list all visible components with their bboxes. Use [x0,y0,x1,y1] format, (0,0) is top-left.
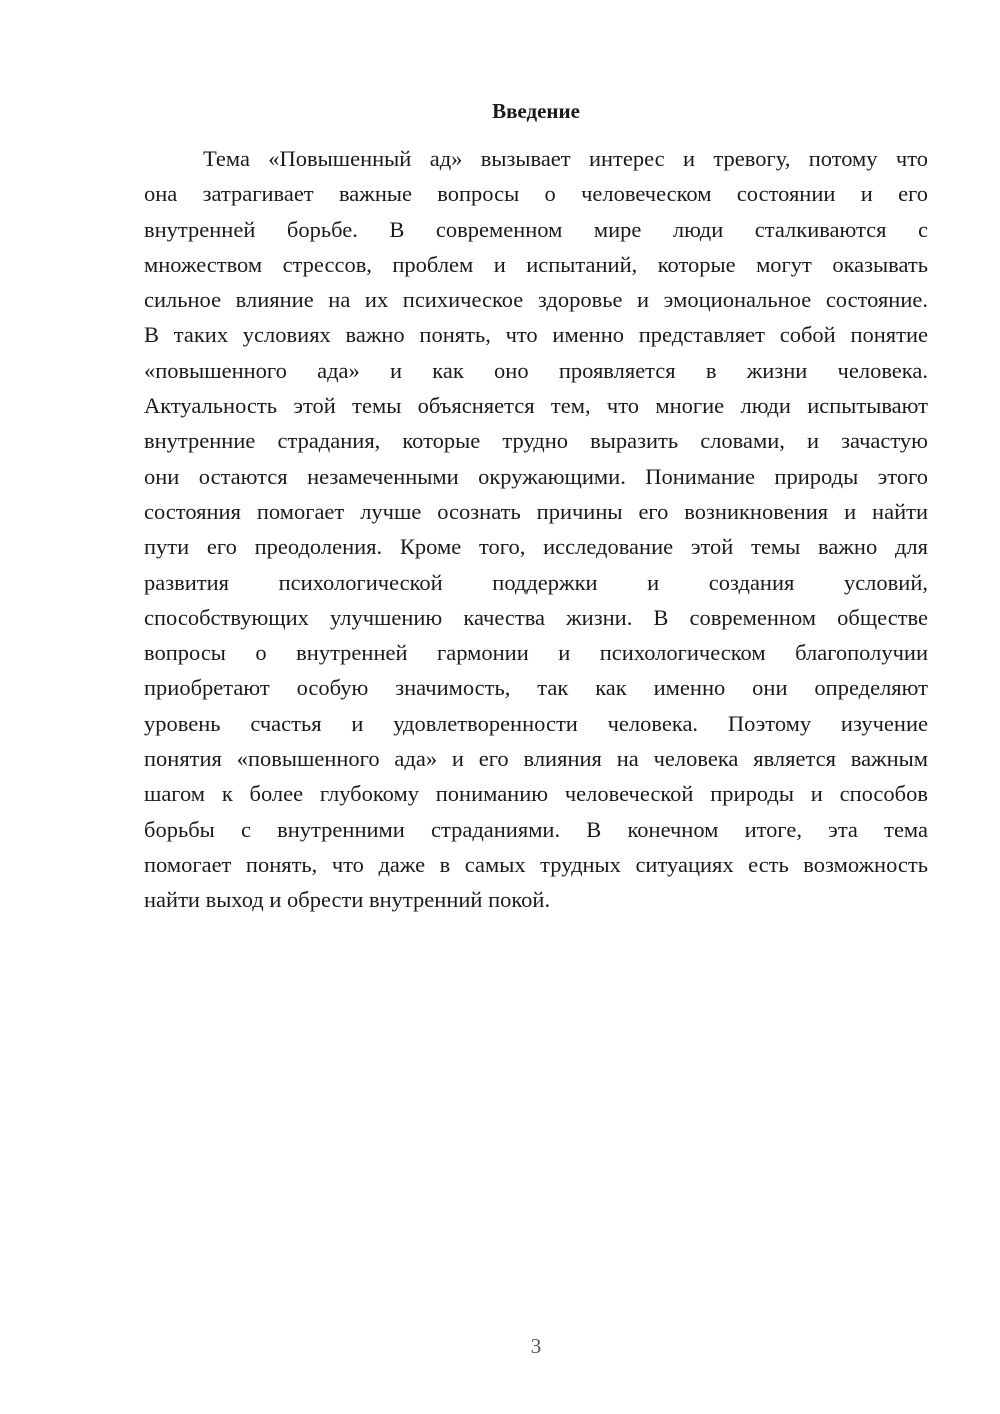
paragraph-line: способствующих улучшению качества жизни. В современном обществе [144,604,928,630]
paragraph-line: приобретают особую значимость, так как именно они определяют [144,675,928,701]
paragraph-line: помогает понять, что даже в самых трудных ситуациях есть возможность [144,851,928,877]
paragraph-line: состояния помогает лучше осознать причины его возникновения и найти [144,498,928,524]
paragraph-line: найти выход и обрести внутренний покой. [144,887,551,913]
page-number: 3 [530,1334,542,1358]
paragraph-line: сильное влияние на их психическое здоровье и эмоциональное состояние. [144,287,928,313]
paragraph-line: множеством стрессов, проблем и испытаний, которые могут оказывать [144,251,928,277]
paragraph-line: Актуальность этой темы объясняется тем, что многие люди испытывают [144,393,928,419]
paragraph-line: они остаются незамеченными окружающими. Понимание природы этого [144,463,928,489]
paragraph-line: развития психологической поддержки и создания условий, [144,569,928,595]
paragraph-line: внутренние страдания, которые трудно выразить словами, и зачастую [144,428,928,454]
section-heading: Введение [492,99,580,123]
paragraph-line: Тема «Повышенный ад» вызывает интерес и тревогу, потому что [203,146,928,171]
body-paragraph [144,141,928,918]
paragraph-line: шагом к более глубокому пониманию человеческой природы и способов [144,781,928,807]
paragraph-line: вопросы о внутренней гармонии и психологическом благополучии [144,640,928,666]
paragraph-line: «повышенного ада» и как оно проявляется в жизни человека. [144,357,928,383]
paragraph-line: уровень счастья и удовлетворенности человека. Поэтому изучение [144,710,928,736]
paragraph-line: пути его преодоления. Кроме того, исследование этой темы важно для [144,534,928,560]
paragraph-line: борьбы с внутренними страданиями. В конечном итоге, эта тема [144,816,928,842]
paragraph-line: понятия «повышенного ада» и его влияния на человека является важным [144,746,928,772]
paragraph-line: В таких условиях важно понять, что именно представляет собой понятие [144,322,928,348]
paragraph-line: она затрагивает важные вопросы о человеческом состоянии и его [144,181,928,207]
paragraph-line: внутренней борьбе. В современном мире люди сталкиваются с [144,216,928,242]
